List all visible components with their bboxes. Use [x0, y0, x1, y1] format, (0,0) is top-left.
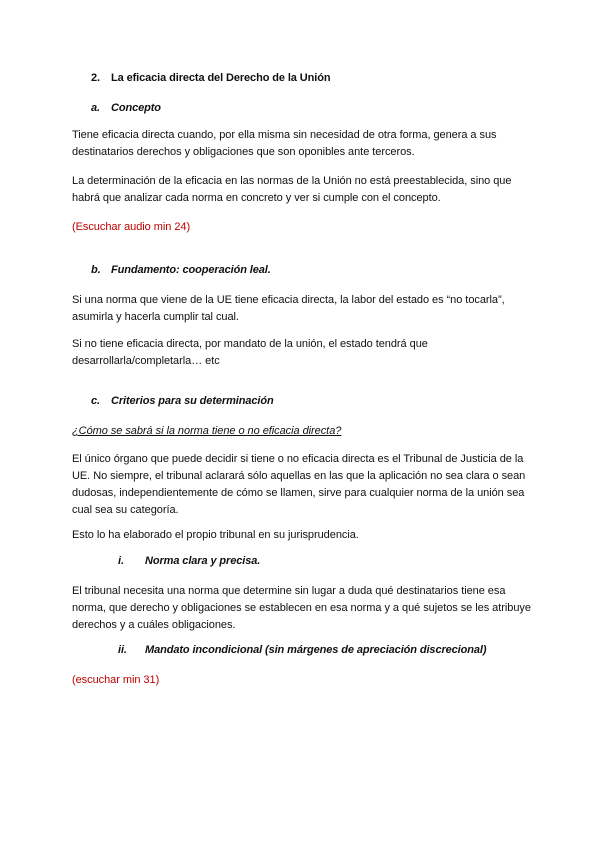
criteria-question: ¿Cómo se sabrá si la norma tiene o no eficacia directa?	[72, 425, 342, 437]
subsection-ii-title: Mandato incondicional (sin márgenes de apreciación discrecional)	[145, 644, 487, 656]
subsection-ii-numeral: ii.	[118, 644, 127, 656]
subsection-a-heading	[91, 102, 161, 114]
section-heading	[91, 72, 330, 84]
subsection-i-numeral: i.	[118, 555, 124, 567]
subsection-b-title: Fundamento: cooperación leal.	[111, 264, 271, 276]
subsection-a-letter: a.	[91, 102, 100, 114]
paragraph-concept-2: La determinación de la eficacia en las normas de la Unión no está preestablecida, sino que habrá que analizar cada norma en concreto y ver si cumple con el concepto.	[72, 175, 512, 204]
audio-note-24: (Escuchar audio min 24)	[72, 221, 191, 233]
paragraph-criteria-1: El único órgano que puede decidir si tiene o no eficacia directa es el Tribunal de Justicia de la UE. No siempre, el tribunal aclarará sólo aquellas en las que la aplicación no sea clara o sean dudosas, independientemente de cómo se llamen, sirve para cualquier norma de la unión sea cual sea su categoría.	[72, 453, 526, 516]
paragraph-foundation-2: Si no tiene eficacia directa, por mandato de la unión, el estado tendrá que desarrollarla/completarla… etc	[72, 338, 428, 367]
subsection-c-letter: c.	[91, 395, 100, 407]
paragraph-criteria-2: Esto lo ha elaborado el propio tribunal en su jurisprudencia.	[72, 529, 359, 541]
subsection-a-title: Concepto	[111, 102, 161, 114]
subsection-c-title: Criterios para su determinación	[111, 395, 274, 407]
subsection-ii-heading	[118, 644, 486, 656]
subsection-i-heading	[118, 555, 260, 567]
paragraph-concept-1: Tiene eficacia directa cuando, por ella misma sin necesidad de otra forma, genera a sus destinatarios derechos y obligaciones que son oponibles ante terceros.	[72, 129, 497, 158]
subsection-b-letter: b.	[91, 264, 101, 276]
section-number: 2.	[91, 72, 100, 84]
paragraph-clear-norm: El tribunal necesita una norma que determine sin lugar a duda qué destinatarios tiene esa norma, que derecho y obligaciones se establecen en esa norma y a qué sujetos se les atribuye derechos y a cuáles obligaciones.	[72, 585, 531, 631]
subsection-i-title: Norma clara y precisa.	[145, 555, 261, 567]
subsection-c-heading	[91, 395, 274, 407]
section-title: La eficacia directa del Derecho de la Unión	[111, 72, 331, 84]
subsection-b-heading	[91, 264, 271, 276]
audio-note-31: (escuchar min 31)	[72, 674, 160, 686]
paragraph-foundation-1: Si una norma que viene de la UE tiene eficacia directa, la labor del estado es “no tocarla”, asumirla y hacerla cumplir tal cual.	[72, 294, 505, 323]
